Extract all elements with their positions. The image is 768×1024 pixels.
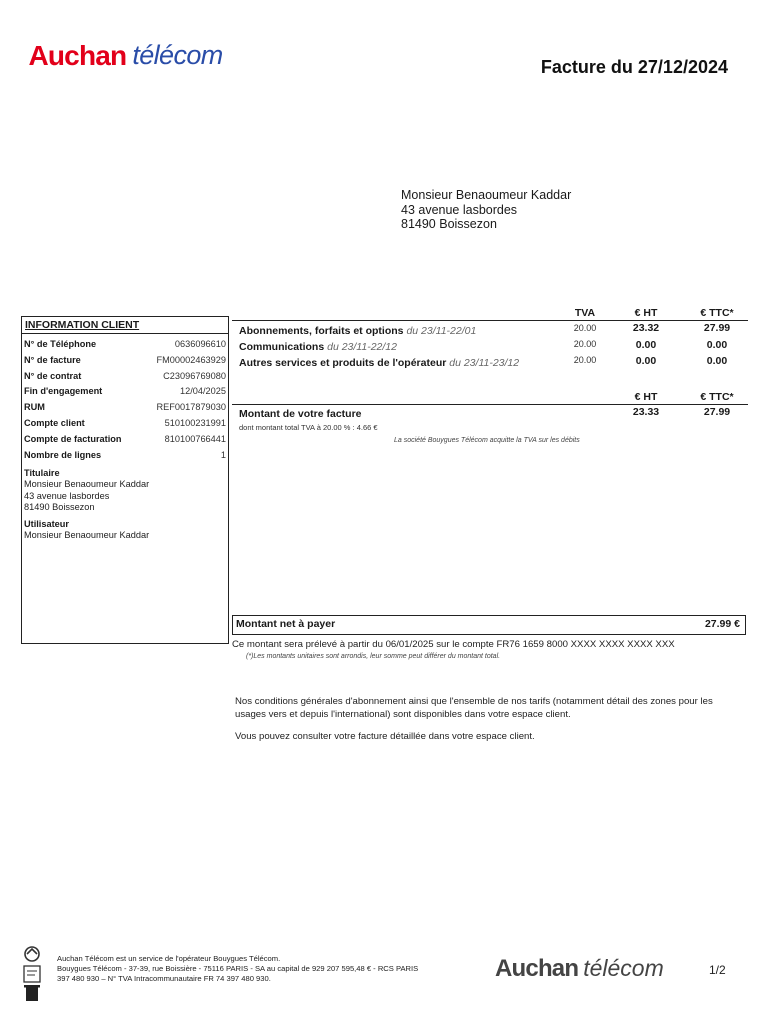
sorting-icon: [24, 966, 40, 982]
summary-row-ttc: 27.99: [703, 322, 731, 334]
tva-note: dont montant total TVA à 20.00 % : 4.66 €: [239, 423, 378, 432]
summary-row-ttc: 0.00: [706, 339, 728, 351]
net-amount-box: [232, 615, 746, 635]
net-amount-label: Montant net à payer: [236, 618, 336, 630]
recipient-name: Monsieur Benaoumeur Kaddar: [401, 188, 572, 202]
summary-row-ht: 23.32: [632, 322, 660, 334]
client-field-rum: RUM REF0017879030: [24, 402, 226, 413]
recipient-city: 81490 Boissezon: [401, 217, 497, 231]
column-header-ht: € HT: [634, 307, 658, 319]
client-field-contract-number: N° de contrat C23096769080: [24, 370, 226, 381]
rounding-note: (*)Les montants unitaires sont arrondis, leur somme peut différer du montant total.: [246, 653, 501, 660]
summary-row-ht: 0.00: [635, 355, 657, 367]
total-column-header-ht: € HT: [634, 391, 658, 403]
invoice-title: Facture du 27/12/2024: [540, 57, 728, 77]
footer-legal-text: Auchan Télécom est un service de l'opérateur Bouygues Télécom. Bouygues Télécom - 37-39, rue Boissière - 75116 PARIS - SA au capital de 929 207 595,48 € - RCS PARIS 397 480 930 – N° TVA Intracommunautaire FR 74 397 480 930.: [57, 954, 419, 984]
summary-row-label: Autres services et produits de l'opérateur du 23/11-23/12: [239, 357, 520, 369]
titulaire-line: 43 avenue lasbordes: [24, 490, 110, 501]
net-amount-value: 27.99 €: [704, 618, 740, 630]
client-field-phone: N° de Téléphone 0636096610: [24, 339, 226, 349]
client-info-box: [21, 316, 229, 644]
triman-icon: [25, 947, 39, 961]
summary-row-tva: 20.00: [573, 323, 597, 333]
recycling-icons: [20, 945, 44, 1005]
client-field-line-count: Nombre de lignes 1: [24, 449, 226, 460]
total-ttc: 27.99: [703, 406, 731, 418]
client-field-invoice-number: N° de facture FM00002463929: [24, 354, 226, 365]
client-field-commitment-end: Fin d'engagement 12/04/2025: [24, 386, 226, 397]
total-label: Montant de votre facture: [239, 408, 362, 420]
column-header-ttc: € TTC*: [700, 307, 734, 319]
utilisateur-label: Utilisateur: [24, 518, 69, 529]
bin-icon: [24, 985, 40, 1001]
detail-paragraph: Vous pouvez consulter votre facture détaillée dans votre espace client.: [235, 731, 535, 742]
utilisateur-name: Monsieur Benaoumeur Kaddar: [24, 529, 150, 540]
summary-row-tva: 20.00: [573, 355, 597, 365]
client-info-heading: INFORMATION CLIENT: [22, 317, 228, 334]
auchan-telecom-logo: Auchan télécom: [28, 40, 223, 71]
client-field-billing-account: Compte de facturation 810100766441: [24, 433, 226, 444]
summary-row-label: Communications du 23/11-22/12: [239, 341, 397, 353]
table-header-rule: [232, 320, 748, 321]
titulaire-line: Monsieur Benaoumeur Kaddar: [24, 479, 150, 490]
conditions-paragraph: Nos conditions générales d'abonnement ainsi que l'ensemble de nos tarifs (notamment détail des zones pour les usages vers et depuis l'international) sont disponibles dans votre espace client.: [235, 696, 713, 720]
summary-row-label: Abonnements, forfaits et options du 23/11-22/01: [239, 325, 477, 337]
debits-note: La société Bouygues Télécom acquitte la TVA sur les débits: [394, 437, 580, 444]
total-column-header-ttc: € TTC*: [700, 391, 734, 403]
titulaire-line: 81490 Boissezon: [24, 502, 95, 513]
total-ht: 23.33: [632, 406, 660, 418]
client-field-customer-account: Compte client 510100231991: [24, 417, 226, 428]
titulaire-label: Titulaire: [24, 468, 60, 479]
summary-row-ht: 0.00: [635, 339, 657, 351]
debit-note: Ce montant sera prélevé à partir du 06/01/2025 sur le compte FR76 1659 8000 XXXX XXXX XXXX XXX: [232, 639, 675, 650]
summary-row-ttc: 0.00: [706, 355, 728, 367]
column-header-tva: TVA: [574, 307, 596, 319]
summary-row-tva: 20.00: [573, 339, 597, 349]
recipient-address: [401, 188, 571, 232]
recipient-street: 43 avenue lasbordes: [401, 202, 518, 217]
footer-auchan-telecom-logo: Auchan télécom: [495, 955, 664, 982]
page-number: 1/2: [709, 963, 726, 977]
total-rule: [232, 404, 748, 405]
